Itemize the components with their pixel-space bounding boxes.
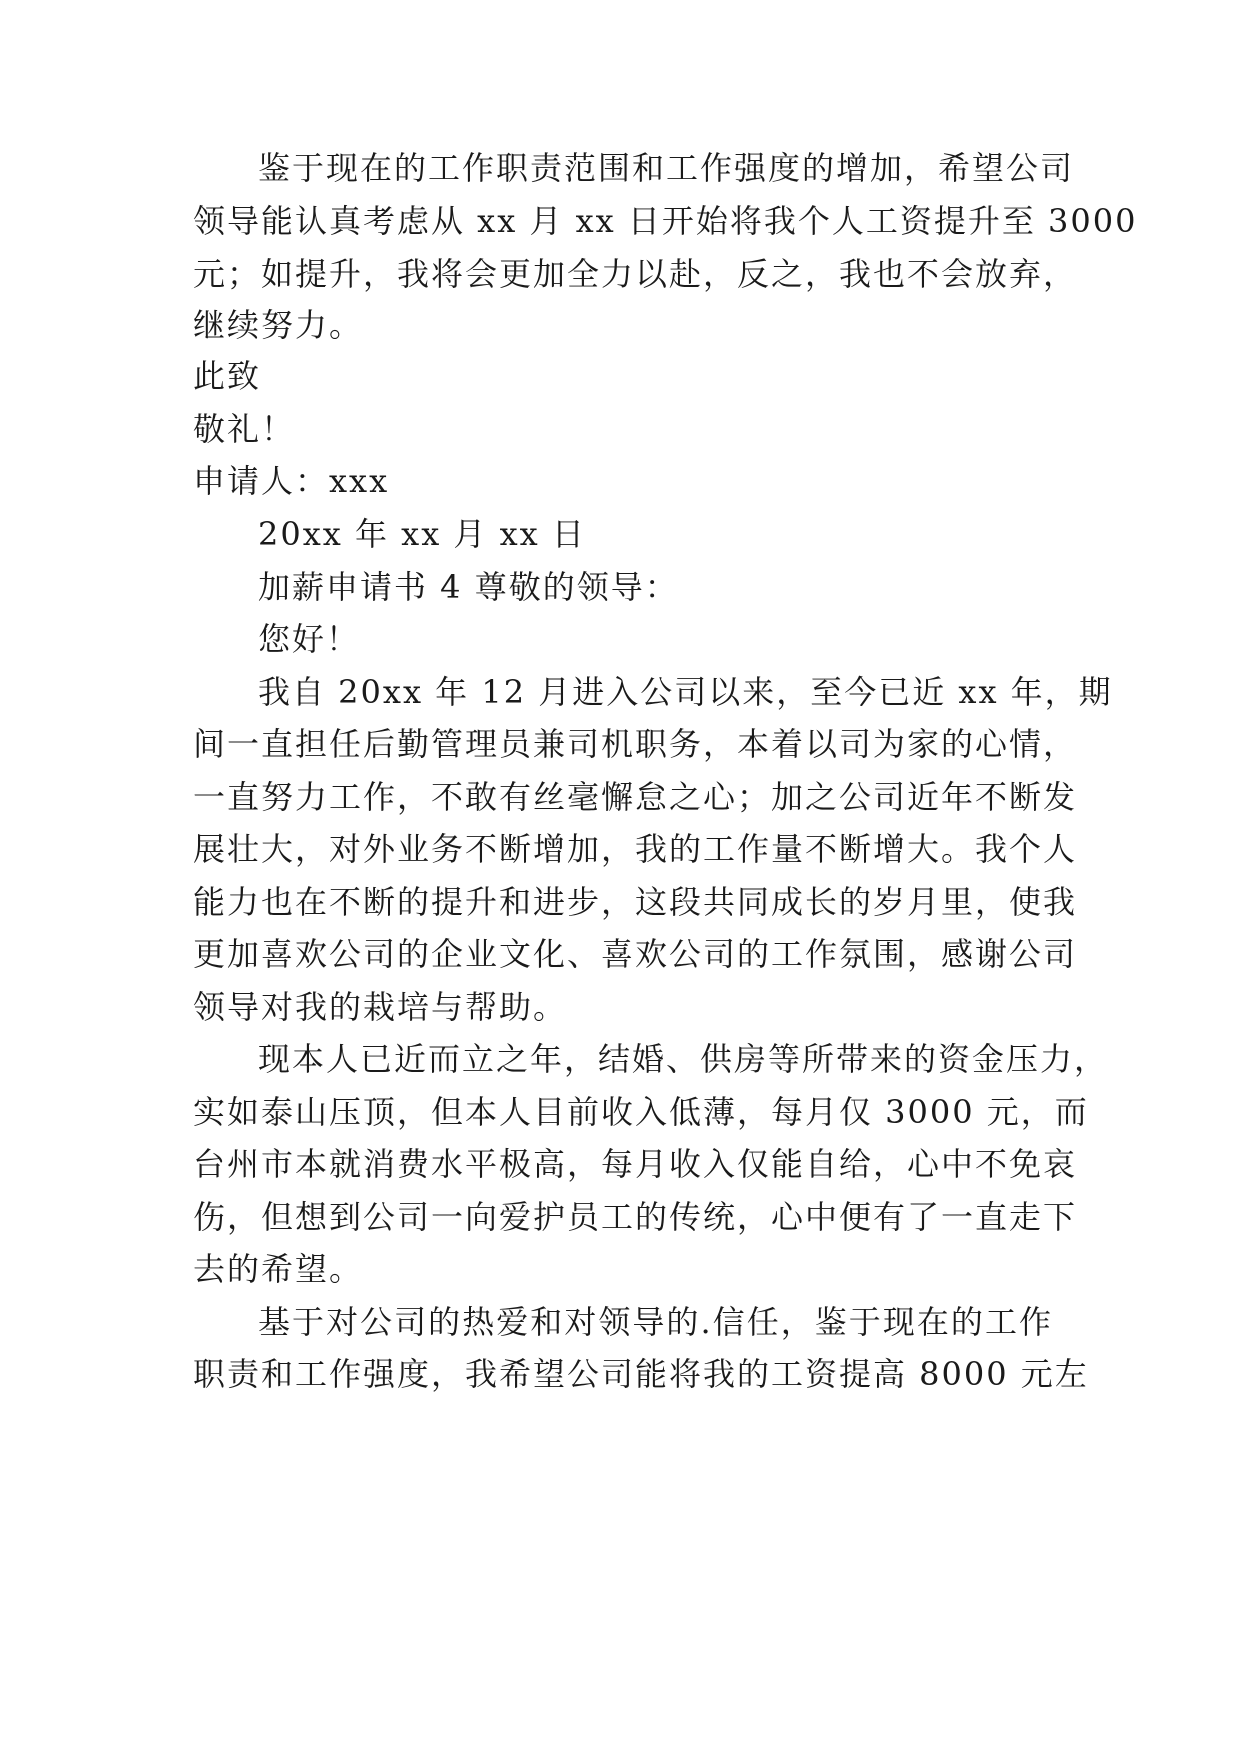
paragraph-line: 展壮大，对外业务不断增加，我的工作量不断增大。我个人 xyxy=(193,830,1078,868)
paragraph-line: 台州市本就消费水平极高，每月收入仅能自给，心中不免哀 xyxy=(193,1145,1078,1183)
closing-line: 敬礼！ xyxy=(193,410,296,448)
paragraph-line: 能力也在不断的提升和进步，这段共同成长的岁月里，使我 xyxy=(193,883,1078,921)
section-heading: 加薪申请书 4 尊敬的领导： xyxy=(258,568,679,606)
paragraph-line: 一直努力工作，不敢有丝毫懈怠之心；加之公司近年不断发 xyxy=(193,778,1078,816)
closing-line: 此致 xyxy=(193,357,262,395)
paragraph-line: 基于对公司的热爱和对领导的.信任，鉴于现在的工作 xyxy=(258,1303,1053,1341)
applicant-line: 申请人：xxx xyxy=(193,462,390,500)
paragraph-line: 现本人已近而立之年，结婚、供房等所带来的资金压力， xyxy=(258,1040,1109,1078)
date-line: 20xx 年 xx 月 xx 日 xyxy=(258,515,586,553)
paragraph-line: 领导对我的栽培与帮助。 xyxy=(193,988,568,1026)
paragraph-line: 继续努力。 xyxy=(193,306,364,344)
paragraph-line: 我自 20xx 年 12 月进入公司以来，至今已近 xx 年，期 xyxy=(258,673,1113,711)
greeting-line: 您好！ xyxy=(258,620,361,658)
paragraph-line: 元；如提升，我将会更加全力以赴，反之，我也不会放弃， xyxy=(193,255,1078,293)
paragraph-line: 领导能认真考虑从 xx 月 xx 日开始将我个人工资提升至 3000 xyxy=(193,202,1138,240)
paragraph-line: 职责和工作强度，我希望公司能将我的工资提高 8000 元左 xyxy=(193,1355,1089,1393)
paragraph-line: 鉴于现在的工作职责范围和工作强度的增加，希望公司 xyxy=(258,149,1075,187)
paragraph-line: 伤，但想到公司一向爱护员工的传统，心中便有了一直走下 xyxy=(193,1198,1078,1236)
paragraph-line: 实如泰山压顶，但本人目前收入低薄，每月仅 3000 元，而 xyxy=(193,1093,1089,1131)
paragraph-line: 更加喜欢公司的企业文化、喜欢公司的工作氛围，感谢公司 xyxy=(193,935,1078,973)
paragraph-line: 间一直担任后勤管理员兼司机职务，本着以司为家的心情， xyxy=(193,725,1078,763)
paragraph-line: 去的希望。 xyxy=(193,1250,364,1288)
